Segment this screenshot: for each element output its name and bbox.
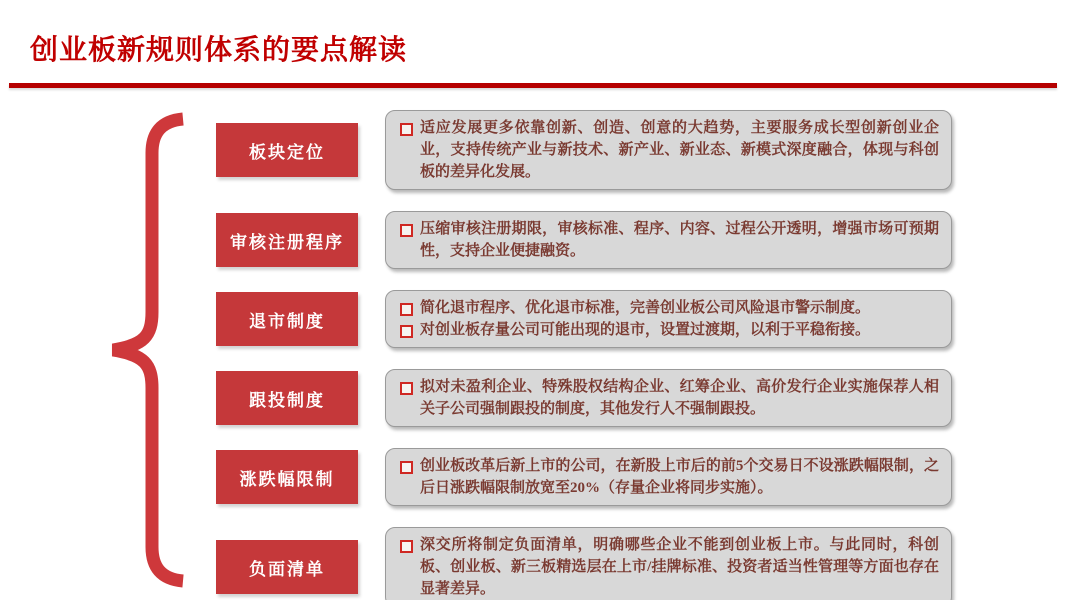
desc-panel-co-investment	[385, 369, 952, 427]
category-label-negative-list: 负面清单	[216, 540, 358, 594]
curly-brace-icon	[103, 112, 191, 588]
point-text: 适应发展更多依靠创新、创造、创意的大趋势，主要服务成长型创新创业企业，支持传统产业与新技术、新产业、新业态、新模式深度融合，体现与科创板的差异化发展。	[420, 120, 939, 180]
row-negative-list	[216, 527, 952, 600]
row-review-registration	[216, 211, 952, 269]
square-bullet-icon	[400, 325, 413, 338]
desc-panel-review-registration	[385, 211, 952, 269]
category-label-delisting-system: 退市制度	[216, 292, 358, 346]
title-divider-rule	[9, 83, 1057, 88]
point-text: 对创业板存量公司可能出现的退市，设置过渡期，以利于平稳衔接。	[420, 322, 871, 338]
desc-panel-negative-list	[385, 527, 952, 600]
square-bullet-icon	[400, 382, 413, 395]
category-label-co-investment: 跟投制度	[216, 371, 358, 425]
square-bullet-icon	[400, 540, 413, 553]
content-rows	[216, 110, 952, 600]
bullet-point	[398, 218, 939, 262]
point-text: 压缩审核注册期限，审核标准、程序、内容、过程公开透明，增强市场可预期性，支持企业便捷融资。	[420, 221, 939, 259]
bullet-point	[398, 534, 939, 600]
desc-panel-price-limit	[385, 448, 952, 506]
bullet-point	[398, 376, 939, 420]
square-bullet-icon	[400, 123, 413, 136]
row-board-positioning	[216, 110, 952, 190]
row-price-limit	[216, 448, 952, 506]
square-bullet-icon	[400, 224, 413, 237]
point-text: 简化退市程序、优化退市标准，完善创业板公司风险退市警示制度。	[420, 300, 871, 316]
square-bullet-icon	[400, 303, 413, 316]
row-co-investment	[216, 369, 952, 427]
row-delisting-system	[216, 290, 952, 348]
point-text: 拟对未盈利企业、特殊股权结构企业、红筹企业、高价发行企业实施保荐人相关子公司强制跟投的制度，其他发行人不强制跟投。	[420, 379, 939, 417]
page-title: 创业板新规则体系的要点解读	[30, 34, 408, 65]
category-label-board-positioning: 板块定位	[216, 123, 358, 177]
category-label-review-registration: 审核注册程序	[216, 213, 358, 267]
desc-panel-delisting-system	[385, 290, 952, 348]
bullet-point	[398, 297, 939, 319]
square-bullet-icon	[400, 461, 413, 474]
bullet-point	[398, 117, 939, 183]
desc-panel-board-positioning	[385, 110, 952, 190]
bullet-point	[398, 319, 939, 341]
category-label-price-limit: 涨跌幅限制	[216, 450, 358, 504]
point-text: 创业板改革后新上市的公司，在新股上市后的前5个交易日不设涨跌幅限制，之后日涨跌幅限制放宽至20%（存量企业将同步实施）。	[420, 458, 939, 496]
point-text: 深交所将制定负面清单，明确哪些企业不能到创业板上市。与此同时，科创板、创业板、新三板精选层在上市/挂牌标准、投资者适当性管理等方面也存在显著差异。	[420, 537, 939, 597]
bullet-point	[398, 455, 939, 499]
